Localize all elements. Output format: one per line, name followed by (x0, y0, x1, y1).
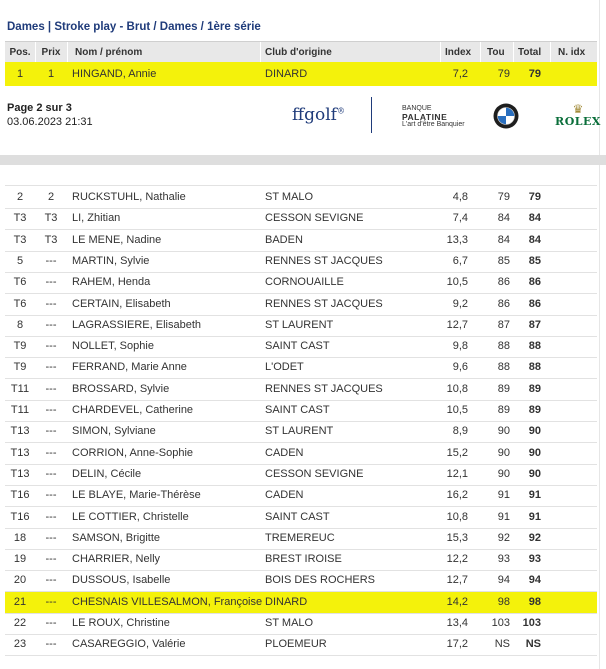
table-row (5, 592, 597, 614)
cell-name: RUCKSTUHL, Nathalie (72, 191, 186, 203)
ffgolf-logo (292, 105, 345, 125)
cell-club: CESSON SEVIGNE (265, 467, 364, 480)
cell-club: SAINT CAST (265, 404, 330, 416)
cell-pos: 18 (13, 531, 27, 544)
cell-index: 4,8 (452, 191, 468, 203)
cell-total: 79 (528, 68, 541, 80)
cell-prix: 2 (47, 191, 55, 203)
cell-prix: T3 (44, 212, 58, 225)
cell-pos: T3 (13, 212, 27, 225)
cell-club: BREST IROISE (265, 553, 342, 566)
header-separator (550, 42, 551, 62)
cell-total: 87 (528, 318, 541, 331)
cell-total: 94 (528, 574, 541, 587)
cell-prix: --- (45, 318, 57, 331)
cell-tou: 86 (497, 297, 510, 310)
cell-pos: T6 (13, 276, 27, 289)
cell-club: L'ODET (265, 361, 304, 374)
cell-club: BOIS DES ROCHERS (265, 574, 376, 587)
header-separator (260, 42, 261, 62)
cell-name: LE COTTIER, Christelle (72, 510, 189, 523)
cell-name: MARTIN, Sylvie (72, 254, 150, 267)
cell-club: CESSON SEVIGNE (265, 212, 364, 225)
cell-index: 15,3 (446, 531, 468, 544)
cell-name: SAMSON, Brigitte (72, 531, 161, 544)
cell-name: CORRION, Anne-Sophie (72, 446, 194, 459)
header-separator (513, 42, 514, 62)
cell-pos: T11 (10, 382, 30, 395)
cell-total: 88 (528, 340, 541, 353)
cell-tou: 103 (491, 617, 510, 629)
cell-index: 16,2 (446, 489, 468, 502)
sponsor-logos (290, 95, 600, 135)
cell-total: 79 (528, 191, 541, 203)
cell-index: 7,2 (452, 68, 468, 80)
print-datetime: 03.06.2023 21:31 (7, 116, 93, 128)
cell-tou: 85 (497, 254, 510, 267)
table-top-rule (5, 185, 597, 186)
cell-total: 90 (528, 446, 541, 459)
banque-line1: BANQUE (402, 105, 432, 112)
cell-pos: 2 (16, 191, 24, 203)
cell-pos: 1 (16, 68, 24, 80)
cell-total: 91 (528, 489, 541, 502)
table-row (5, 357, 597, 379)
cell-pos: T16 (10, 510, 30, 523)
cell-club: BADEN (265, 233, 303, 246)
table-row (5, 528, 597, 550)
cell-prix: --- (45, 617, 57, 629)
cell-pos: T13 (10, 467, 30, 480)
table-row (5, 187, 597, 209)
cell-pos: 19 (13, 553, 27, 566)
cell-total: 90 (528, 467, 541, 480)
page-separator (0, 155, 606, 165)
header-separator (440, 42, 441, 62)
cell-prix: --- (45, 638, 57, 651)
cell-tou: 88 (497, 361, 510, 374)
cell-club: ST MALO (265, 617, 314, 629)
cell-index: 15,2 (446, 446, 468, 459)
cell-tou: 86 (497, 276, 510, 289)
table-row (5, 443, 597, 465)
cell-tou: 98 (497, 595, 510, 608)
cell-index: 12,7 (446, 318, 468, 331)
cell-club: RENNES ST JACQUES (265, 254, 383, 267)
cell-tou: 92 (497, 531, 510, 544)
cell-index: 6,7 (452, 254, 468, 267)
header-pos: Pos. (9, 47, 31, 58)
cell-tou: 93 (497, 553, 510, 566)
cell-tou: 90 (497, 425, 510, 438)
cell-club: TREMEREUC (265, 531, 335, 544)
cell-pos: T16 (10, 489, 30, 502)
header-index: Index (445, 47, 472, 58)
cell-prix: --- (45, 446, 57, 459)
cell-club: CADEN (265, 489, 304, 502)
cell-name: BROSSARD, Sylvie (72, 382, 170, 395)
cell-pos: 8 (16, 318, 24, 331)
cell-total: NS (525, 638, 541, 651)
cell-name: CASAREGGIO, Valérie (72, 638, 186, 651)
table-row (5, 613, 597, 635)
cell-name: DUSSOUS, Isabelle (72, 574, 171, 587)
table-row (5, 400, 597, 422)
cell-name: LE BLAYE, Marie-Thérèse (72, 489, 201, 502)
rolex-logo (553, 103, 603, 128)
cell-club: DINARD (265, 595, 308, 608)
banque-palatine-logo-icon (402, 105, 465, 129)
cell-total: 84 (528, 212, 541, 225)
cell-total: 84 (528, 233, 541, 246)
table-row (5, 485, 597, 507)
header-separator (480, 42, 481, 62)
cell-pos: 21 (13, 595, 27, 608)
cell-prix: --- (45, 574, 57, 587)
cell-index: 17,2 (446, 638, 468, 651)
cell-index: 10,8 (446, 382, 468, 395)
cell-club: ST LAURENT (265, 425, 334, 438)
cell-tou: 94 (497, 574, 510, 587)
results-page-1 (0, 0, 600, 155)
cell-total: 92 (528, 531, 541, 544)
cell-club: ST LAURENT (265, 318, 334, 331)
cell-total: 93 (528, 553, 541, 566)
cell-name: HINGAND, Annie (72, 68, 157, 80)
table-row (5, 208, 597, 230)
cell-tou: 91 (497, 489, 510, 502)
cell-total: 86 (528, 276, 541, 289)
results-page-2 (0, 165, 600, 669)
cell-pos: T13 (10, 446, 30, 459)
cell-prix: T3 (44, 233, 58, 246)
cell-index: 12,7 (446, 574, 468, 587)
cell-club: CORNOUAILLE (265, 276, 344, 289)
cell-name: NOLLET, Sophie (72, 340, 154, 353)
page-number: Page 2 sur 3 (7, 102, 72, 114)
cell-pos: 22 (13, 617, 27, 629)
ffgolf-text: ffgolf (292, 105, 337, 125)
table-row (5, 272, 597, 294)
cell-prix: 1 (47, 68, 55, 80)
cell-total: 89 (528, 404, 541, 416)
rolex-wordmark: ROLEX (555, 115, 601, 128)
table-row (5, 464, 597, 486)
cell-prix: --- (45, 276, 57, 289)
cell-name: DELIN, Cécile (72, 467, 142, 480)
page-footer-info (7, 101, 93, 129)
cell-name: FERRAND, Marie Anne (72, 361, 187, 374)
cell-prix: --- (45, 404, 57, 416)
table-row (5, 230, 597, 252)
header-separator (67, 42, 68, 62)
rolex-crown-icon: ♛ (572, 102, 584, 116)
cell-index: 13,3 (446, 233, 468, 246)
logo-divider (371, 97, 372, 133)
cell-total: 103 (522, 617, 541, 629)
header-tou: Tou (487, 47, 505, 58)
header-total: Total (518, 47, 542, 58)
cell-tou: 88 (497, 340, 510, 353)
cell-index: 10,5 (446, 276, 468, 289)
cell-index: 13,4 (446, 617, 468, 629)
cell-name: CHARDEVEL, Catherine (72, 404, 194, 416)
cell-club: ST MALO (265, 191, 314, 203)
cell-pos: 5 (16, 254, 24, 267)
cell-club: PLOEMEUR (265, 638, 327, 651)
cell-tou: 90 (497, 467, 510, 480)
cell-index: 8,9 (452, 425, 468, 438)
cell-pos: 23 (13, 638, 27, 651)
registered-mark: ® (336, 106, 345, 116)
cell-index: 12,1 (446, 467, 468, 480)
table-row (5, 62, 597, 86)
cell-tou: 79 (497, 68, 510, 80)
cell-prix: --- (45, 340, 57, 353)
cell-prix: --- (45, 595, 57, 608)
cell-index: 9,6 (452, 361, 468, 374)
cell-pos: T9 (13, 361, 27, 374)
cell-name: LAGRASSIERE, Elisabeth (72, 318, 202, 331)
cell-prix: --- (45, 531, 57, 544)
cell-club: CADEN (265, 446, 304, 459)
cell-index: 10,8 (446, 510, 468, 523)
cell-total: 91 (528, 510, 541, 523)
cell-index: 9,8 (452, 340, 468, 353)
cell-prix: --- (45, 425, 57, 438)
cell-prix: --- (45, 361, 57, 374)
header-name: Nom / prénom (75, 47, 143, 58)
cell-tou: 89 (497, 404, 510, 416)
cell-total: 90 (528, 425, 541, 438)
table-row (5, 251, 597, 273)
cell-club: SAINT CAST (265, 510, 330, 523)
banque-tagline: L'art d'être Banquier (402, 121, 465, 128)
cell-total: 88 (528, 361, 541, 374)
cell-total: 85 (528, 254, 541, 267)
cell-name: LI, Zhitian (72, 212, 121, 225)
cell-club: RENNES ST JACQUES (265, 297, 383, 310)
cell-prix: --- (45, 553, 57, 566)
cell-pos: T9 (13, 340, 27, 353)
cell-name: SIMON, Sylviane (72, 425, 156, 438)
cell-pos: T6 (13, 297, 27, 310)
cell-tou: NS (494, 638, 510, 651)
table-row (5, 336, 597, 358)
table-row (5, 570, 597, 592)
table-row (5, 634, 597, 656)
cell-tou: 84 (497, 233, 510, 246)
cell-tou: 90 (497, 446, 510, 459)
cell-prix: --- (45, 510, 57, 523)
cell-name: RAHEM, Henda (72, 276, 151, 289)
cell-club: RENNES ST JACQUES (265, 382, 383, 395)
cell-total: 86 (528, 297, 541, 310)
cell-prix: --- (45, 467, 57, 480)
cell-index: 9,2 (452, 297, 468, 310)
header-club: Club d'origine (265, 47, 332, 58)
cell-tou: 91 (497, 510, 510, 523)
cell-prix: --- (45, 297, 57, 310)
cell-pos: T3 (13, 233, 27, 246)
cell-tou: 84 (497, 212, 510, 225)
cell-name: LE ROUX, Christine (72, 617, 170, 629)
table-row (5, 421, 597, 443)
table-row (5, 549, 597, 571)
cell-tou: 87 (497, 318, 510, 331)
cell-prix: --- (45, 489, 57, 502)
cell-pos: 20 (13, 574, 27, 587)
header-prix: Prix (41, 47, 61, 58)
cell-tou: 89 (497, 382, 510, 395)
cell-name: CHARRIER, Nelly (72, 553, 161, 566)
bmw-logo-icon (493, 103, 519, 129)
cell-pos: T11 (10, 404, 30, 416)
cell-total: 98 (528, 595, 541, 608)
cell-index: 12,2 (446, 553, 468, 566)
cell-prix: --- (45, 382, 57, 395)
table-row (5, 294, 597, 316)
cell-name: CERTAIN, Elisabeth (72, 297, 171, 310)
banque-line2: PALATINE (402, 112, 448, 122)
page-title: Dames | Stroke play - Brut / Dames / 1ère série (7, 21, 261, 33)
cell-club: DINARD (265, 68, 308, 80)
cell-index: 10,5 (446, 404, 468, 416)
table-header (5, 42, 597, 62)
cell-club: SAINT CAST (265, 340, 330, 353)
header-separator (35, 42, 36, 62)
table-row (5, 379, 597, 401)
cell-index: 7,4 (452, 212, 468, 225)
cell-total: 89 (528, 382, 541, 395)
cell-index: 14,2 (446, 595, 468, 608)
cell-tou: 79 (497, 191, 510, 203)
cell-name: CHESNAIS VILLESALMON, Françoise (72, 595, 263, 608)
cell-name: LE MENE, Nadine (72, 233, 162, 246)
cell-pos: T13 (10, 425, 30, 438)
table-row (5, 507, 597, 529)
table-row (5, 315, 597, 337)
header-nidx: N. idx (558, 47, 586, 58)
cell-prix: --- (45, 254, 57, 267)
